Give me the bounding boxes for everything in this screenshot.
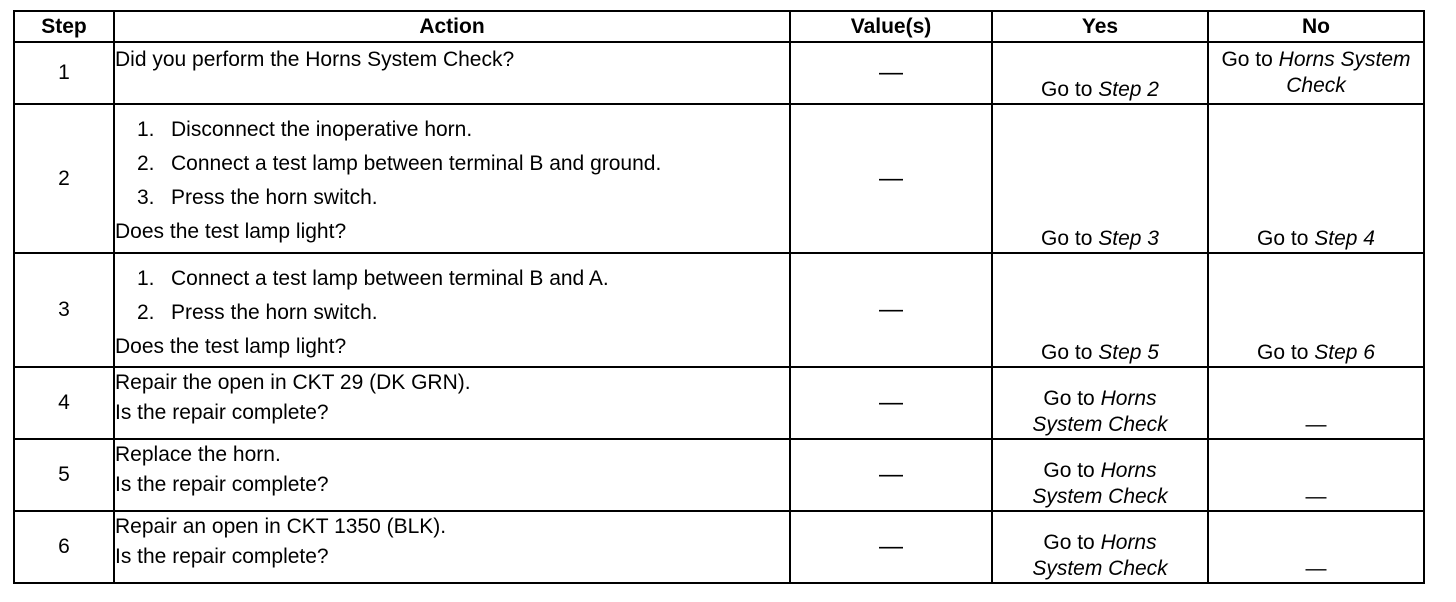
- value-cell: —: [790, 42, 992, 104]
- action-cell: [114, 511, 790, 583]
- no-cell: —: [1208, 367, 1424, 439]
- yes-prefix: Go to: [1043, 531, 1095, 554]
- table-row: [14, 511, 1424, 583]
- header-values: Value(s): [790, 11, 992, 42]
- yes-cell: [992, 253, 1208, 367]
- step-number: 3: [14, 253, 114, 367]
- no-cell: [1208, 253, 1424, 367]
- no-cell: —: [1208, 511, 1424, 583]
- yes-target-link[interactable]: Step 2: [1098, 78, 1159, 101]
- action-text: Replace the horn.: [115, 443, 281, 466]
- table-row: [14, 104, 1424, 253]
- action-cell: [114, 367, 790, 439]
- yes-cell: [992, 42, 1208, 104]
- yes-prefix: Go to: [1041, 227, 1093, 250]
- yes-target-link[interactable]: Horns: [1100, 531, 1157, 554]
- yes-target-link[interactable]: Step 3: [1098, 227, 1159, 250]
- yes-prefix: Go to: [1041, 341, 1093, 364]
- value-cell: —: [790, 367, 992, 439]
- yes-target-link-line2[interactable]: System Check: [1032, 557, 1168, 580]
- action-cell: [114, 42, 790, 104]
- table-row: [14, 439, 1424, 511]
- substep-list: [115, 262, 789, 330]
- no-cell: [1208, 104, 1424, 253]
- value-cell: —: [790, 253, 992, 367]
- yes-prefix: Go to: [1041, 78, 1093, 101]
- action-cell: [114, 253, 790, 367]
- header-no: No: [1208, 11, 1424, 42]
- yes-target-link[interactable]: Horns: [1100, 387, 1157, 410]
- no-prefix: Go to: [1257, 341, 1309, 364]
- question-text: Is the repair complete?: [115, 401, 329, 424]
- value-cell: —: [790, 511, 992, 583]
- yes-target-link-line2[interactable]: System Check: [1032, 485, 1168, 508]
- header-yes: Yes: [992, 11, 1208, 42]
- question-text: Is the repair complete?: [115, 545, 329, 568]
- yes-target-link[interactable]: Horns: [1100, 459, 1157, 482]
- action-text: Repair the open in CKT 29 (DK GRN).: [115, 371, 471, 394]
- substep-item: 2. Connect a test lamp between terminal B and ground.: [137, 152, 662, 175]
- no-target-link[interactable]: Step 6: [1314, 341, 1375, 364]
- table-row: [14, 367, 1424, 439]
- table-row: [14, 42, 1424, 104]
- step-number: 5: [14, 439, 114, 511]
- question-text: Is the repair complete?: [115, 473, 329, 496]
- question-text: Does the test lamp light?: [115, 220, 347, 243]
- no-prefix: Go to: [1221, 48, 1273, 71]
- yes-target-link-line2[interactable]: System Check: [1032, 413, 1168, 436]
- value-cell: —: [790, 104, 992, 253]
- no-target-link[interactable]: Step 4: [1314, 227, 1375, 250]
- step-number: 1: [14, 42, 114, 104]
- substep-item: 2. Press the horn switch.: [137, 301, 378, 324]
- header-row: [14, 11, 1424, 42]
- yes-cell: [992, 439, 1208, 511]
- question-text: Does the test lamp light?: [115, 335, 347, 358]
- action-text: Repair an open in CKT 1350 (BLK).: [115, 515, 447, 538]
- table-row: [14, 253, 1424, 367]
- action-text: Did you perform the Horns System Check?: [115, 48, 515, 71]
- step-number: 6: [14, 511, 114, 583]
- substep-item: 1. Disconnect the inoperative horn.: [137, 118, 473, 141]
- yes-prefix: Go to: [1043, 387, 1095, 410]
- no-target-link[interactable]: Horns System Check: [1278, 48, 1411, 97]
- header-step: Step: [14, 11, 114, 42]
- substep-item: 1. Connect a test lamp between terminal B and A.: [137, 267, 609, 290]
- substep-list: [115, 113, 789, 215]
- header-action: Action: [114, 11, 790, 42]
- yes-cell: [992, 104, 1208, 253]
- yes-target-link[interactable]: Step 5: [1098, 341, 1159, 364]
- substep-item: 3. Press the horn switch.: [137, 186, 378, 209]
- action-cell: [114, 439, 790, 511]
- yes-prefix: Go to: [1043, 459, 1095, 482]
- diagnostic-table: [13, 10, 1425, 584]
- no-cell: [1208, 42, 1424, 104]
- value-cell: —: [790, 439, 992, 511]
- yes-cell: [992, 511, 1208, 583]
- no-cell: —: [1208, 439, 1424, 511]
- no-prefix: Go to: [1257, 227, 1309, 250]
- yes-cell: [992, 367, 1208, 439]
- step-number: 4: [14, 367, 114, 439]
- diagnostic-table-container: [13, 10, 1425, 584]
- action-cell: [114, 104, 790, 253]
- step-number: 2: [14, 104, 114, 253]
